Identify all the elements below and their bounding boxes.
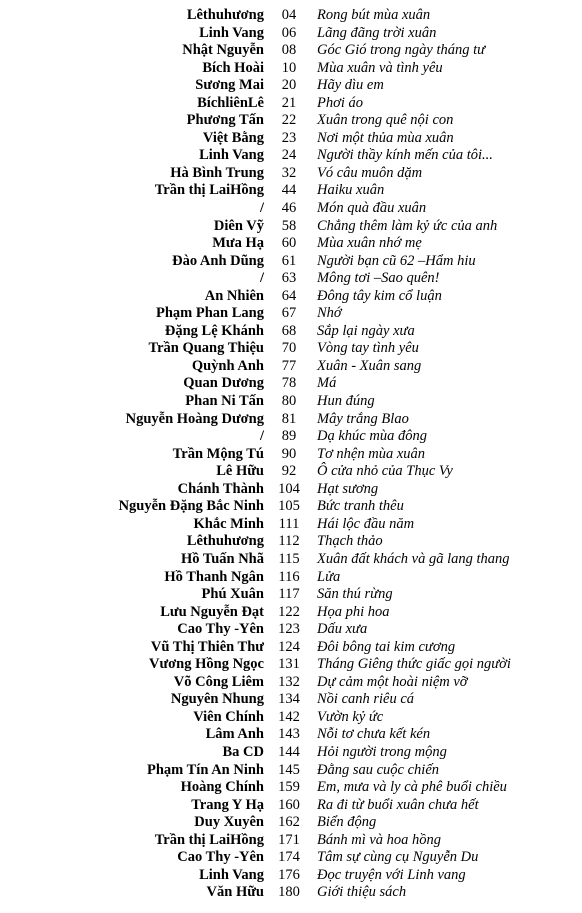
toc-entry bbox=[0, 762, 582, 780]
toc-author: Nguyễn Đặng Bắc Ninh bbox=[118, 498, 264, 515]
toc-page-number: 63 bbox=[281, 270, 297, 287]
toc-author: Văn Hữu bbox=[206, 884, 264, 901]
toc-author: Cao Thy -Yên bbox=[177, 849, 264, 866]
toc-entry bbox=[0, 393, 582, 411]
toc-page-number: 68 bbox=[281, 322, 297, 339]
toc-entry bbox=[0, 884, 582, 902]
toc-title: Xuân - Xuân sang bbox=[317, 357, 422, 374]
toc-entry bbox=[0, 218, 582, 236]
toc-title: Biển động bbox=[317, 814, 377, 831]
toc-author: Phạm Phan Lang bbox=[156, 305, 264, 322]
toc-page-number: 89 bbox=[281, 428, 297, 445]
toc-entry bbox=[0, 604, 582, 622]
toc-author: Lưu Nguyễn Đạt bbox=[160, 603, 264, 620]
toc-page-number: 131 bbox=[278, 656, 300, 673]
toc-page-number: 23 bbox=[281, 129, 297, 146]
toc-title: Tơ nhện mùa xuân bbox=[317, 445, 426, 462]
toc-author: Hoàng Chính bbox=[180, 779, 264, 796]
toc-page-number: 78 bbox=[281, 375, 297, 392]
toc-page-number: 123 bbox=[278, 621, 300, 638]
toc-title: Hạt sương bbox=[317, 480, 379, 497]
toc-title: Sắp lại ngày xưa bbox=[317, 322, 415, 339]
toc-page-number: 80 bbox=[281, 393, 297, 410]
toc-entry bbox=[0, 200, 582, 218]
toc-page-number: 90 bbox=[281, 445, 297, 462]
toc-title: Đông tây kim cổ luận bbox=[317, 287, 442, 304]
toc-title: Em, mưa và ly cà phê buổi chiều bbox=[317, 779, 507, 796]
toc-page-number: 105 bbox=[278, 498, 300, 515]
toc-entry bbox=[0, 288, 582, 306]
toc-page-number: 60 bbox=[281, 235, 297, 252]
table-of-contents bbox=[0, 7, 582, 902]
toc-page-number: 70 bbox=[281, 340, 297, 357]
toc-page-number: 61 bbox=[281, 252, 297, 269]
toc-author: Lâm Anh bbox=[205, 726, 264, 743]
toc-page-number: 46 bbox=[281, 200, 297, 217]
toc-title: Hỏi người trong mộng bbox=[317, 743, 447, 760]
toc-title: Nơi một thủa mùa xuân bbox=[317, 129, 454, 146]
toc-entry bbox=[0, 814, 582, 832]
toc-page-number: 67 bbox=[281, 305, 297, 322]
toc-entry bbox=[0, 147, 582, 165]
toc-title: Haiku xuân bbox=[317, 182, 385, 199]
toc-author: Phú Xuân bbox=[201, 586, 264, 603]
toc-author: Đào Anh Dũng bbox=[172, 252, 264, 269]
toc-title: Vườn kỷ ức bbox=[317, 708, 384, 725]
toc-page-number: 122 bbox=[278, 603, 300, 620]
toc-page-number: 81 bbox=[281, 410, 297, 427]
toc-author: Trần thị LaiHồng bbox=[154, 831, 264, 848]
toc-author: Lêthuhương bbox=[186, 7, 264, 23]
toc-entry bbox=[0, 621, 582, 639]
toc-author: Đặng Lệ Khánh bbox=[164, 322, 264, 339]
toc-author: Hồ Tuấn Nhã bbox=[180, 550, 264, 567]
toc-author: Lê Hữu bbox=[216, 463, 264, 480]
toc-entry bbox=[0, 165, 582, 183]
toc-entry bbox=[0, 253, 582, 271]
toc-page-number: 176 bbox=[278, 866, 300, 883]
toc-author: Quan Dương bbox=[183, 375, 264, 392]
toc-page-number: 58 bbox=[281, 217, 297, 234]
toc-entry bbox=[0, 463, 582, 481]
toc-page-number: 06 bbox=[281, 24, 297, 41]
toc-title: Mây trắng Blao bbox=[317, 410, 409, 427]
toc-page-number: 159 bbox=[278, 779, 300, 796]
toc-author: / bbox=[259, 200, 264, 217]
toc-entry bbox=[0, 551, 582, 569]
toc-entry bbox=[0, 709, 582, 727]
toc-title: Ra đi từ buổi xuân chưa hết bbox=[317, 796, 479, 813]
toc-title: Dấu xưa bbox=[317, 621, 368, 638]
toc-entry bbox=[0, 323, 582, 341]
toc-entry bbox=[0, 77, 582, 95]
toc-author: Viên Chính bbox=[193, 708, 264, 725]
toc-entry bbox=[0, 797, 582, 815]
toc-author: Quỳnh Anh bbox=[191, 357, 264, 374]
toc-author: Diên Vỹ bbox=[213, 217, 264, 234]
toc-author: Trần Quang Thiệu bbox=[148, 340, 264, 357]
toc-title: Hái lộc đầu năm bbox=[317, 515, 415, 532]
toc-author: Bích Hoài bbox=[202, 59, 264, 76]
toc-entry bbox=[0, 446, 582, 464]
toc-page-number: 116 bbox=[278, 568, 300, 585]
toc-author: Chánh Thành bbox=[177, 480, 264, 497]
toc-entry bbox=[0, 95, 582, 113]
toc-title: Món quà đầu xuân bbox=[317, 200, 427, 217]
toc-page-number: 44 bbox=[281, 182, 297, 199]
toc-page-number: 144 bbox=[278, 743, 300, 760]
toc-title: Hun đúng bbox=[317, 393, 375, 410]
toc-page-number: 171 bbox=[278, 831, 300, 848]
toc-entry bbox=[0, 130, 582, 148]
toc-entry bbox=[0, 586, 582, 604]
toc-entry bbox=[0, 726, 582, 744]
toc-author: Hà Bình Trung bbox=[170, 164, 264, 181]
toc-author: Vương Hồng Ngọc bbox=[148, 656, 264, 673]
toc-author: BíchliênLê bbox=[197, 94, 264, 111]
toc-author: Linh Vang bbox=[199, 866, 264, 883]
toc-entry bbox=[0, 112, 582, 130]
toc-title: Vó câu muôn dặm bbox=[317, 164, 423, 181]
toc-page-number: 08 bbox=[281, 42, 297, 59]
toc-page-number: 64 bbox=[281, 287, 297, 304]
toc-title: Mông tơi –Sao quên! bbox=[317, 270, 440, 287]
toc-author: Sương Mai bbox=[195, 77, 264, 94]
toc-entry bbox=[0, 305, 582, 323]
toc-page-number: 10 bbox=[281, 59, 297, 76]
toc-entry bbox=[0, 428, 582, 446]
toc-page-number: 132 bbox=[278, 673, 300, 690]
toc-page-number: 20 bbox=[281, 77, 297, 94]
toc-entry bbox=[0, 235, 582, 253]
toc-entry bbox=[0, 358, 582, 376]
toc-title: Vòng tay tình yêu bbox=[317, 340, 419, 357]
toc-author: / bbox=[259, 270, 264, 287]
toc-title: Nhớ bbox=[317, 305, 342, 322]
toc-page-number: 174 bbox=[278, 849, 300, 866]
toc-author: Trang Y Hạ bbox=[191, 796, 264, 813]
toc-title: Tháng Giêng thức giấc gọi người bbox=[317, 656, 511, 673]
toc-author: Nhật Nguyễn bbox=[182, 42, 264, 59]
toc-page-number: 162 bbox=[278, 814, 300, 831]
toc-page-number: 143 bbox=[278, 726, 300, 743]
toc-entry bbox=[0, 656, 582, 674]
toc-entry bbox=[0, 569, 582, 587]
toc-entry bbox=[0, 411, 582, 429]
toc-author: Võ Công Liêm bbox=[173, 673, 264, 690]
toc-entry bbox=[0, 639, 582, 657]
toc-page-number: 77 bbox=[281, 357, 297, 374]
toc-author: Ba CD bbox=[222, 743, 264, 760]
toc-title: Giới thiệu sách bbox=[317, 884, 407, 901]
toc-page-number: 104 bbox=[278, 480, 300, 497]
toc-author: Lêthuhương bbox=[186, 533, 264, 550]
toc-title: Phơi áo bbox=[317, 94, 363, 111]
toc-page-number: 32 bbox=[281, 164, 297, 181]
toc-title: Đôi bông tai kim cương bbox=[317, 638, 456, 655]
toc-entry bbox=[0, 849, 582, 867]
toc-author: Phương Tấn bbox=[186, 112, 264, 129]
toc-page-number: 180 bbox=[278, 884, 300, 901]
toc-author: Nguyên Nhung bbox=[170, 691, 264, 708]
toc-title: Săn thú rừng bbox=[317, 586, 393, 603]
toc-title: Hãy dìu em bbox=[317, 77, 384, 94]
toc-author: Vũ Thị Thiên Thư bbox=[150, 638, 264, 655]
toc-page-number: 22 bbox=[281, 112, 297, 129]
toc-entry bbox=[0, 779, 582, 797]
toc-title: Đằng sau cuộc chiến bbox=[317, 761, 440, 778]
toc-page-number: 145 bbox=[278, 761, 300, 778]
toc-page-number: 134 bbox=[278, 691, 300, 708]
toc-title: Lãng đãng trời xuân bbox=[317, 24, 437, 41]
toc-entry bbox=[0, 60, 582, 78]
toc-title: Bức tranh thêu bbox=[317, 498, 404, 515]
toc-author: Trần Mộng Tú bbox=[172, 445, 264, 462]
toc-entry bbox=[0, 498, 582, 516]
toc-title: Thạch thảo bbox=[317, 533, 383, 550]
toc-title: Xuân đất khách và gã lang thang bbox=[317, 550, 510, 567]
toc-title: Nỗi tơ chưa kết kén bbox=[317, 726, 431, 743]
toc-author: Phan Ni Tấn bbox=[185, 393, 264, 410]
toc-author: Duy Xuyên bbox=[194, 814, 264, 831]
toc-title: Chẳng thêm làm kỷ ức của anh bbox=[317, 217, 498, 234]
toc-page-number: 115 bbox=[278, 550, 300, 567]
toc-entry bbox=[0, 867, 582, 885]
toc-title: Góc Gió trong ngày tháng tư bbox=[317, 42, 486, 59]
toc-title: Dạ khúc mùa đông bbox=[317, 428, 427, 445]
toc-entry bbox=[0, 533, 582, 551]
toc-title: Tâm sự cùng cụ Nguyễn Du bbox=[317, 849, 479, 866]
toc-title: Nồi canh riêu cá bbox=[317, 691, 415, 708]
toc-page-number: 142 bbox=[278, 708, 300, 725]
toc-entry bbox=[0, 481, 582, 499]
toc-entry bbox=[0, 832, 582, 850]
toc-title: Mùa xuân và tình yêu bbox=[317, 59, 443, 76]
toc-title: Xuân trong quê nội con bbox=[317, 112, 454, 129]
toc-author: Linh Vang bbox=[199, 24, 264, 41]
toc-entry bbox=[0, 691, 582, 709]
toc-title: Người bạn cũ 62 –Hẩm hiu bbox=[317, 252, 476, 269]
toc-title: Má bbox=[317, 375, 337, 392]
toc-entry bbox=[0, 744, 582, 762]
toc-entry bbox=[0, 375, 582, 393]
toc-entry bbox=[0, 7, 582, 25]
toc-author: Phạm Tín An Ninh bbox=[147, 761, 264, 778]
toc-title: Ô cửa nhỏ của Thục Vy bbox=[317, 463, 453, 480]
toc-author: Trần thị LaiHồng bbox=[154, 182, 264, 199]
toc-page-number: 124 bbox=[278, 638, 300, 655]
toc-entry bbox=[0, 25, 582, 43]
toc-title: Mùa xuân nhớ mẹ bbox=[317, 235, 422, 252]
toc-author: Mưa Hạ bbox=[212, 235, 264, 252]
toc-page-number: 112 bbox=[278, 533, 300, 550]
toc-title: Lửa bbox=[317, 568, 341, 585]
toc-page-number: 92 bbox=[281, 463, 297, 480]
toc-author: An Nhiên bbox=[204, 287, 264, 304]
toc-title: Dự cảm một hoài niệm vỡ bbox=[317, 673, 468, 690]
toc-author: Cao Thy -Yên bbox=[177, 621, 264, 638]
toc-page-number: 21 bbox=[281, 94, 297, 111]
toc-page-number: 24 bbox=[281, 147, 297, 164]
toc-entry bbox=[0, 182, 582, 200]
toc-author: Việt Bằng bbox=[202, 129, 264, 146]
toc-author: Nguyễn Hoàng Dương bbox=[125, 410, 264, 427]
toc-author: / bbox=[259, 428, 264, 445]
toc-page-number: 160 bbox=[278, 796, 300, 813]
toc-author: Khắc Minh bbox=[193, 515, 264, 532]
toc-entry bbox=[0, 674, 582, 692]
toc-title: Người thầy kính mến của tôi... bbox=[317, 147, 493, 164]
toc-page-number: 04 bbox=[281, 7, 297, 23]
toc-page-number: 111 bbox=[278, 515, 300, 532]
toc-title: Họa phi hoa bbox=[317, 603, 390, 620]
toc-title: Đọc truyện với Linh vang bbox=[317, 866, 466, 883]
toc-author: Hồ Thanh Ngân bbox=[164, 568, 264, 585]
toc-entry bbox=[0, 42, 582, 60]
toc-title: Rong bút mùa xuân bbox=[317, 7, 431, 23]
toc-entry bbox=[0, 516, 582, 534]
toc-entry bbox=[0, 270, 582, 288]
toc-author: Linh Vang bbox=[199, 147, 264, 164]
toc-entry bbox=[0, 340, 582, 358]
toc-title: Bánh mì và hoa hồng bbox=[317, 831, 442, 848]
toc-page-number: 117 bbox=[278, 586, 300, 603]
